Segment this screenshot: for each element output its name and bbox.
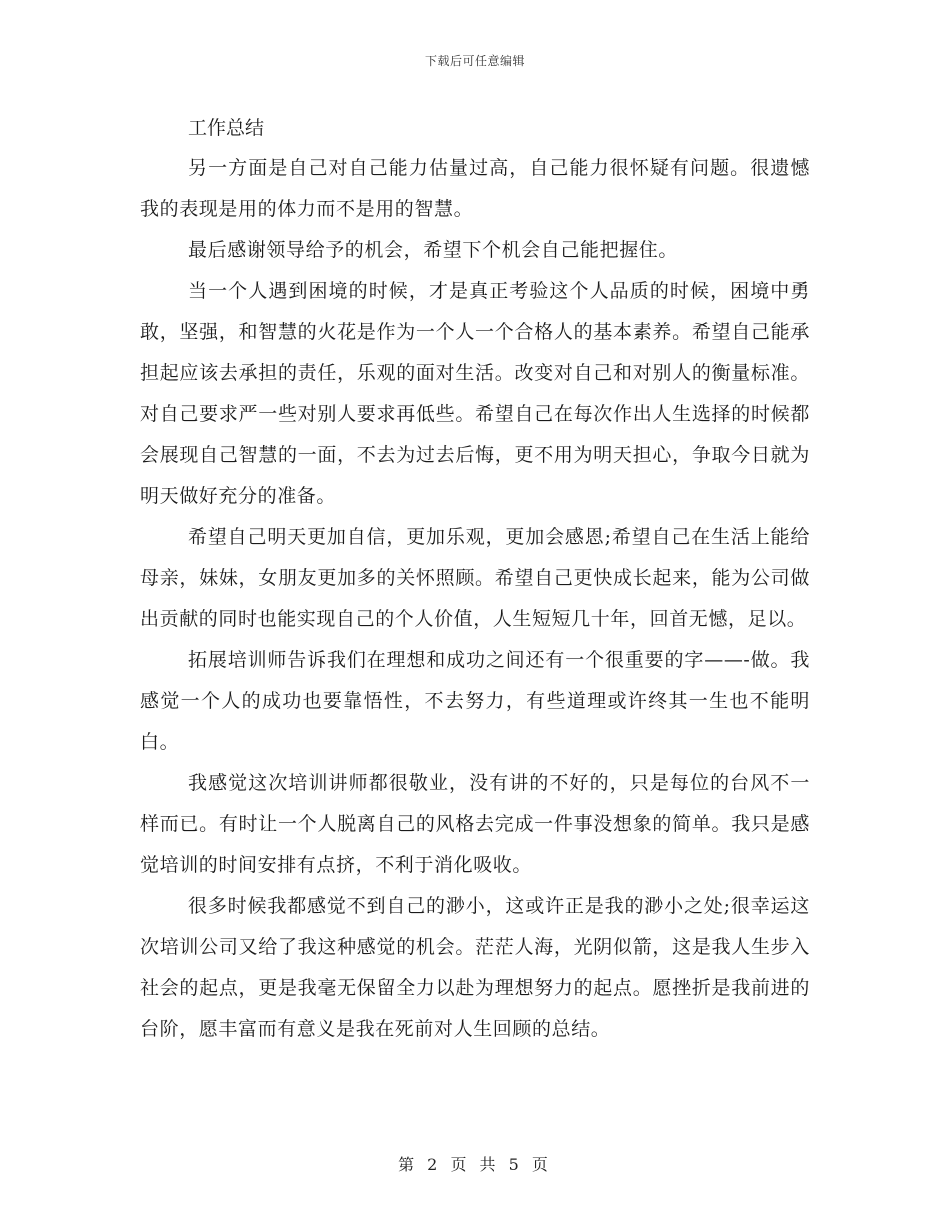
document-title: 工作总结	[188, 117, 265, 139]
paragraph-adversity: 当一个人遇到困境的时候，才是真正考验这个人品质的时候，困境中勇敢，坚强，和智慧的火花是作为一个人一个合格人的基本素养。希望自己能承担起应该去承担的责任，乐观的面对生活。改变对自己和对别人的衡量标准。对自己要求严一些对别人要求再低些。希望自己在每次作出人生选择的时候都会展现自己智慧的一面，不去为过去后悔，更不用为明天担心，争取今日就为明天做好充分的准备。	[140, 280, 810, 507]
paragraph-training-feedback: 我感觉这次培训讲师都很敬业，没有讲的不好的，只是每位的台风不一样而已。有时让一个人脱离自己的风格去完成一件事没想象的简单。我只是感觉培训的时间安排有点挤，不利于消化吸收。	[140, 772, 810, 876]
document-body	[140, 108, 810, 1050]
paragraph-hopes: 希望自己明天更加自信，更加乐观，更加会感恩;希望自己在生活上能给母亲，妹妹，女朋友更加多的关怀照顾。希望自己更快成长起来，能为公司做出贡献的同时也能实现自己的个人价值，人生短短几十年，回首无憾，足以。	[140, 526, 810, 630]
paragraph-trainer-advice: 拓展培训师告诉我们在理想和成功之间还有一个很重要的字——-做。我感觉一个人的成功也要靠悟性，不去努力，有些道理或许终其一生也不能明白。	[140, 649, 810, 753]
paragraph-thanks: 最后感谢领导给予的机会，希望下个机会自己能把握住。	[188, 239, 679, 261]
page-number: 第 2 页 共 5 页	[398, 1155, 552, 1174]
paragraph-self-assessment: 另一方面是自己对自己能力估量过高，自己能力很怀疑有问题。很遗憾我的表现是用的体力而不是用的智慧。	[140, 157, 810, 220]
paragraph-conclusion: 很多时候我都感觉不到自己的渺小，这或许正是我的渺小之处;很幸运这次培训公司又给了我这种感觉的机会。茫茫人海，光阴似箭，这是我人生步入社会的起点，更是我毫无保留全力以赴为理想努力的起点。愿挫折是我前进的台阶，愿丰富而有意义是我在死前对人生回顾的总结。	[140, 895, 810, 1040]
page-header-note: 下载后可任意编辑	[424, 54, 525, 68]
